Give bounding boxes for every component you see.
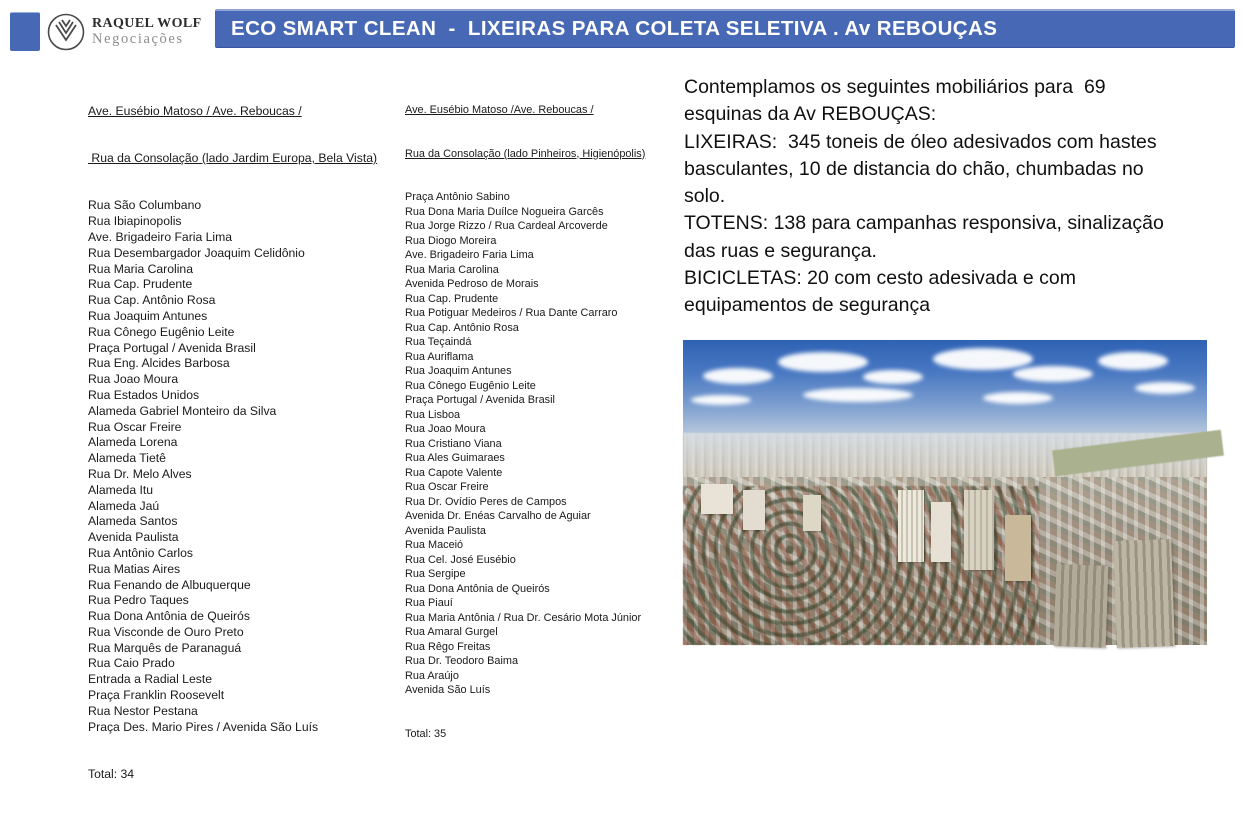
list-item: Rua Pedro Taques xyxy=(88,593,189,608)
list-item: Rua Caio Prado xyxy=(88,656,175,671)
brand-text xyxy=(92,17,202,47)
building xyxy=(1113,539,1175,648)
list-item: Rua Cônego Eugênio Leite xyxy=(405,379,536,392)
list-item: Rua Joao Moura xyxy=(405,423,486,435)
list-item: Rua Teçaindá xyxy=(405,336,472,348)
list-item: Rua Joao Moura xyxy=(88,372,179,387)
list-item: Rua Dona Antônia de Queirós xyxy=(88,609,250,624)
list-item: Alameda Santos xyxy=(88,514,178,529)
list-item: Rua Visconde de Ouro Preto xyxy=(88,624,244,639)
sao-paulo-aerial-photo xyxy=(683,340,1207,645)
list-item: Rua Rêgo Freitas xyxy=(405,640,491,653)
list-item: Rua Eng. Alcides Barbosa xyxy=(88,356,230,371)
list-item: Rua Oscar Freire xyxy=(405,481,489,493)
list-item: basculantes, 10 de distancia do chão, chumbadas no xyxy=(684,157,1144,180)
list-item: Entrada a Radial Leste xyxy=(88,672,212,687)
list-heading-line1: Ave. Eusébio Matoso / Ave. Reboucas / xyxy=(88,103,302,118)
list-item: Rua Nestor Pestana xyxy=(88,703,198,718)
list-item: Rua Joaquim Antunes xyxy=(88,308,208,323)
list-item: Rua Dona Maria Duílce Nogueira Garcês xyxy=(405,205,604,218)
list-item: Alameda Tietê xyxy=(88,451,166,466)
list-item: Rua Marquês de Paranaguá xyxy=(88,640,242,655)
list-heading-line1: Ave. Eusébio Matoso /Ave. Reboucas / xyxy=(405,104,594,116)
list-item: Rua Maria Antônia / Rua Dr. Cesário Mota Júnior xyxy=(405,611,642,624)
brand-subtitle: Negociações xyxy=(92,30,184,47)
list-item: Rua Lisboa xyxy=(405,408,461,421)
list-item: Praça Antônio Sabino xyxy=(405,191,510,203)
building xyxy=(931,502,951,562)
building xyxy=(803,495,821,531)
list-item: Contemplamos os seguintes mobiliários para 69 xyxy=(684,76,1106,98)
cloud-shape xyxy=(1013,366,1093,382)
cloud-shape xyxy=(691,395,751,405)
list-item: BICICLETAS: 20 com cesto adesivada e com xyxy=(684,267,1076,290)
building xyxy=(898,490,924,562)
list-item: Rua Ibiapinopolis xyxy=(88,214,182,229)
list-item: Avenida Pedroso de Morais xyxy=(405,278,539,290)
header-left-block xyxy=(10,12,40,51)
list-item: Rua Potiguar Medeiros / Rua Dante Carraro xyxy=(405,307,618,319)
list-item: Rua Ales Guimaraes xyxy=(405,452,505,464)
list-item: Avenida São Luís xyxy=(405,684,491,696)
list-item: Rua Dr. Ovídio Peres de Campos xyxy=(405,495,567,508)
list-item: Alameda Jaú xyxy=(88,498,160,513)
street-items xyxy=(88,198,400,735)
list-item: Rua Piauí xyxy=(405,597,453,609)
list-item: das ruas e segurança. xyxy=(684,239,877,262)
list-item: Rua Fenando de Albuquerque xyxy=(88,577,251,592)
raquel-wolf-monogram-icon xyxy=(46,12,86,52)
list-item: Praça Portugal / Avenida Brasil xyxy=(405,394,555,406)
list-item: Avenida Dr. Enéas Carvalho de Aguiar xyxy=(405,510,591,522)
page-title: ECO SMART CLEAN - LIXEIRAS PARA COLETA SELETIVA . Av REBOUÇAS xyxy=(231,17,998,40)
list-item: Ave. Brigadeiro Faria Lima xyxy=(88,229,233,244)
list-heading-line2: Rua da Consolação (lado Jardim Europa, Bela Vista) xyxy=(88,150,378,165)
list-item: Rua Dr. Melo Alves xyxy=(88,466,192,481)
list-item: Rua Cristiano Viana xyxy=(405,437,502,450)
list-item: Rua Cap. Prudente xyxy=(88,277,193,292)
list-item: Rua Jorge Rizzo / Rua Cardeal Arcoverde xyxy=(405,220,608,232)
list-item: Ave. Brigadeiro Faria Lima xyxy=(405,249,534,261)
list-total: Total: 34 xyxy=(88,767,135,782)
list-heading-line2: Rua da Consolação (lado Pinheiros, Higienópolis) xyxy=(405,147,646,160)
street-items xyxy=(405,190,695,698)
cloud-shape xyxy=(1098,352,1168,370)
list-item: Rua Maria Carolina xyxy=(405,263,499,276)
list-item: Praça Franklin Roosevelt xyxy=(88,688,225,703)
list-item: esquinas da Av REBOUÇAS: xyxy=(684,103,937,126)
brand-logo xyxy=(46,9,202,55)
list-item: equipamentos de segurança xyxy=(684,294,931,317)
list-item: Avenida Paulista xyxy=(88,530,179,545)
cloud-shape xyxy=(778,352,868,372)
list-item: Avenida Paulista xyxy=(405,524,486,537)
list-item: Rua Cap. Prudente xyxy=(405,292,499,305)
list-item: Alameda Gabriel Monteiro da Silva xyxy=(88,403,277,418)
list-item: solo. xyxy=(684,185,726,208)
cloud-shape xyxy=(983,392,1053,404)
list-item: Rua Maceió xyxy=(405,539,464,551)
cloud-shape xyxy=(863,370,923,384)
list-item: LIXEIRAS: 345 toneis de óleo adesivados com hastes xyxy=(684,130,1157,153)
list-item: Rua Desembargador Joaquim Celidônio xyxy=(88,245,305,260)
list-item: Rua Cap. Antônio Rosa xyxy=(88,293,216,308)
list-item: TOTENS: 138 para campanhas responsiva, sinalização xyxy=(684,212,1164,235)
brand-name: RAQUEL WOLF xyxy=(92,16,202,32)
list-item: Rua Amaral Gurgel xyxy=(405,626,498,638)
list-item: Rua Joaquim Antunes xyxy=(405,365,512,377)
list-item: Rua Oscar Freire xyxy=(88,419,182,434)
building xyxy=(743,490,765,530)
list-total: Total: 35 xyxy=(405,727,447,740)
cloud-shape xyxy=(1135,382,1195,394)
list-item: Rua Sergipe xyxy=(405,568,466,580)
list-item: Rua Araújo xyxy=(405,669,459,682)
list-item: Rua São Columbano xyxy=(88,198,202,213)
list-item: Praça Des. Mario Pires / Avenida São Luís xyxy=(88,719,319,734)
cloud-shape xyxy=(933,348,1033,370)
cloud-shape xyxy=(803,388,913,402)
list-item: Rua Diogo Moreira xyxy=(405,234,497,247)
list-item: Rua Cel. José Eusébio xyxy=(405,553,516,566)
list-item: Rua Dr. Teodoro Baima xyxy=(405,655,518,667)
title-banner xyxy=(215,9,1235,48)
street-list-right xyxy=(405,74,695,770)
building xyxy=(701,484,733,514)
list-item: Rua Cap. Antônio Rosa xyxy=(405,321,519,334)
building xyxy=(1005,515,1031,581)
list-item: Alameda Lorena xyxy=(88,435,178,450)
street-list-left xyxy=(88,72,400,814)
list-item: Rua Antônio Carlos xyxy=(88,545,194,560)
list-item: Rua Cônego Eugênio Leite xyxy=(88,324,235,339)
list-item: Rua Matias Aires xyxy=(88,561,181,576)
list-item: Alameda Itu xyxy=(88,482,154,497)
list-item: Rua Auriflama xyxy=(405,350,474,363)
cloud-shape xyxy=(703,368,773,384)
list-item: Rua Maria Carolina xyxy=(88,261,193,276)
list-item: Rua Capote Valente xyxy=(405,466,503,479)
list-item: Rua Dona Antônia de Queirós xyxy=(405,582,550,595)
list-item: Rua Estados Unidos xyxy=(88,387,200,402)
building xyxy=(1054,564,1109,648)
building xyxy=(964,490,994,570)
list-item: Praça Portugal / Avenida Brasil xyxy=(88,340,256,355)
summary-text xyxy=(684,74,1240,320)
